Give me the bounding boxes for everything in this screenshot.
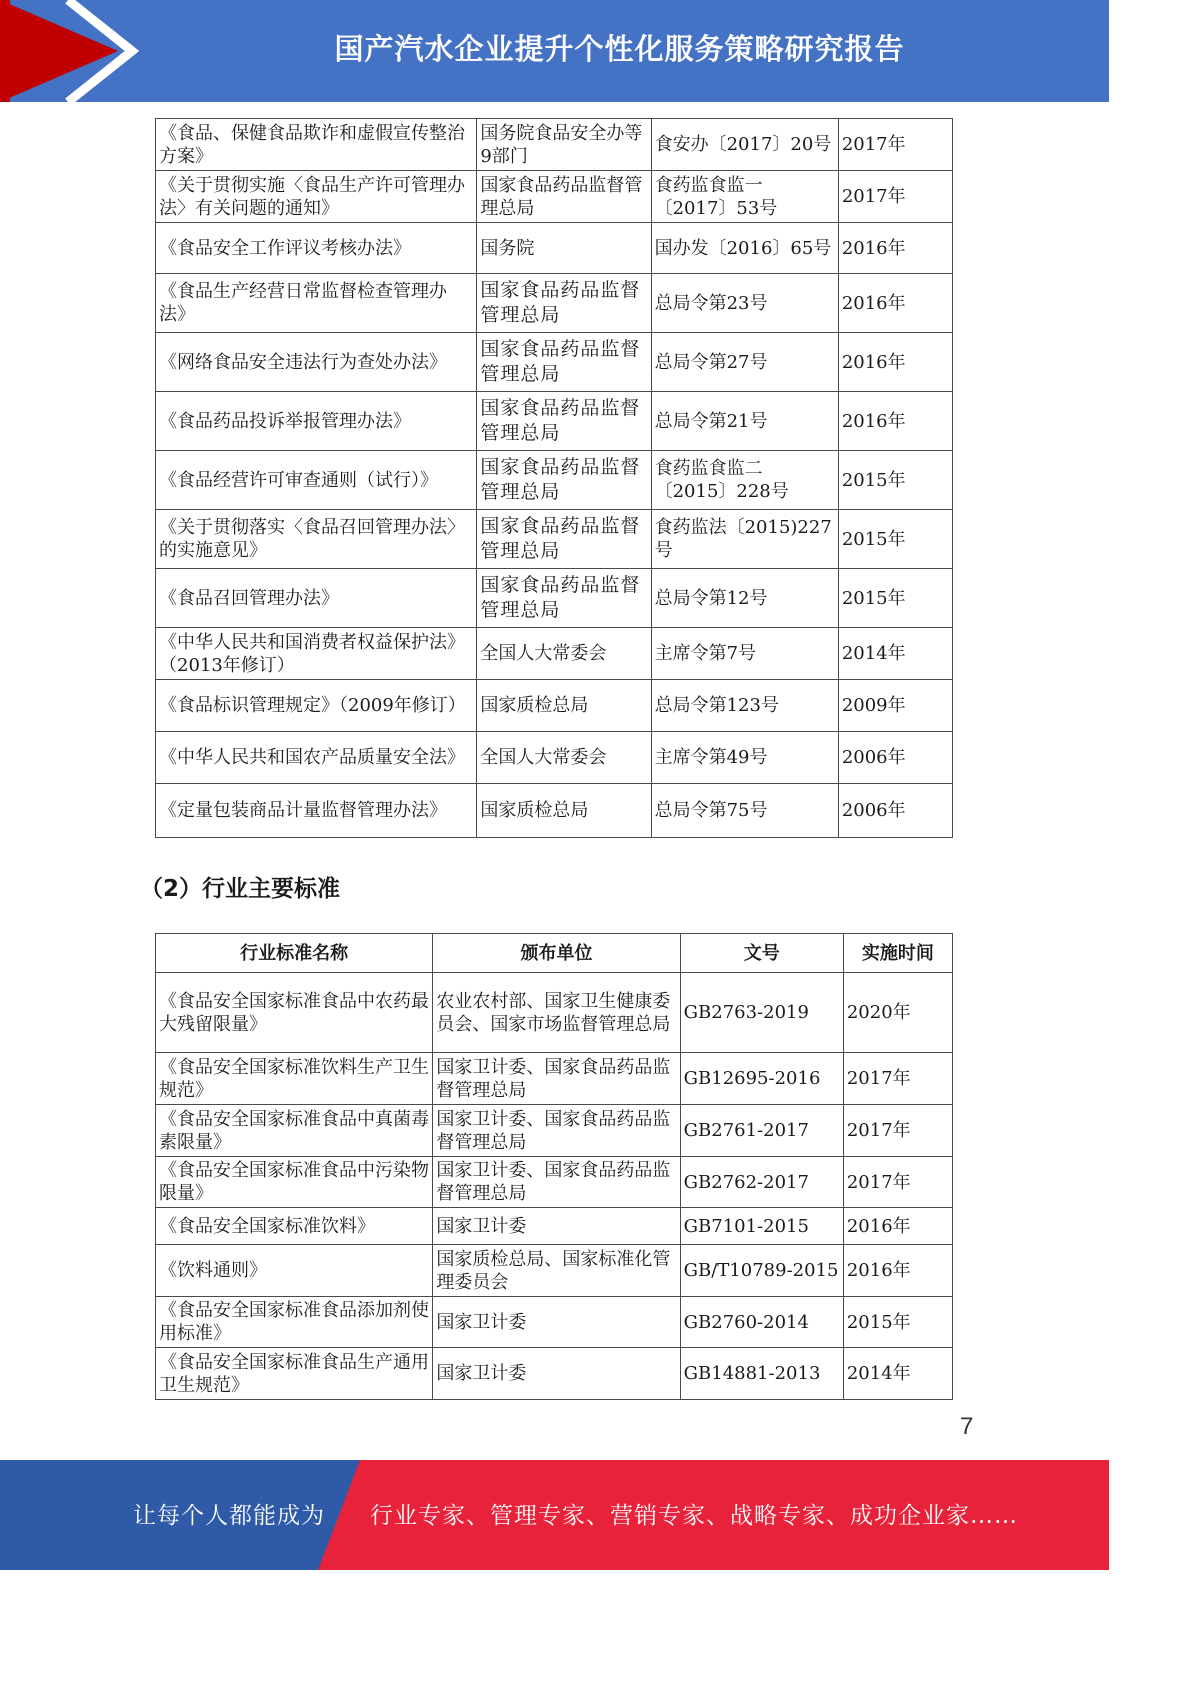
section-heading: （2）行业主要标准 [140, 876, 341, 902]
table-cell: 2016年 [838, 223, 952, 274]
footer-slogan-left: 让每个人都能成为 [133, 1503, 325, 1529]
table-cell: GB2762-2017 [680, 1157, 843, 1208]
table-cell: 主席令第49号 [651, 732, 838, 784]
table-cell: 2015年 [838, 451, 952, 510]
table-cell: 2006年 [838, 732, 952, 784]
table-cell: 2017年 [843, 1105, 952, 1157]
table-row [156, 1105, 953, 1157]
table-cell: 2009年 [838, 680, 952, 732]
table-cell: 《网络食品安全违法行为查处办法》 [156, 333, 477, 392]
table-row [156, 1208, 953, 1245]
table-row [156, 569, 953, 628]
table-cell: 全国人大常委会 [477, 732, 651, 784]
table-cell: 总局令第75号 [651, 784, 838, 838]
table-row [156, 680, 953, 732]
table-cell: 《食品、保健食品欺诈和虚假宣传整治方案》 [156, 119, 477, 171]
table-cell: 国家质检总局、国家标准化管理委员会 [433, 1245, 680, 1297]
table-row [156, 333, 953, 392]
table-cell: 《食品安全国家标准食品添加剂使用标准》 [156, 1297, 433, 1348]
table-cell: 《食品召回管理办法》 [156, 569, 477, 628]
table-cell: 2016年 [843, 1208, 952, 1245]
regulations-table [155, 118, 953, 838]
table-cell: 国家食品药品监督管理总局 [477, 510, 651, 569]
table-cell: 总局令第12号 [651, 569, 838, 628]
table-cell: 2016年 [838, 274, 952, 333]
standards-table [155, 933, 953, 1400]
table-cell: GB12695-2016 [680, 1053, 843, 1105]
table-cell: 《食品生产经营日常监督检查管理办法》 [156, 274, 477, 333]
table-row [156, 732, 953, 784]
table-cell: 食药监法〔2015)227号 [651, 510, 838, 569]
table-row [156, 973, 953, 1053]
table-cell: 国家食品药品监督管理总局 [477, 333, 651, 392]
table-row [156, 223, 953, 274]
table-cell: 国家质检总局 [477, 784, 651, 838]
table-cell: 2017年 [838, 119, 952, 171]
table-cell: 《关于贯彻实施〈食品生产许可管理办法〉有关问题的通知》 [156, 171, 477, 223]
table-cell: 《定量包装商品计量监督管理办法》 [156, 784, 477, 838]
table-cell: 国家食品药品监督管理总局 [477, 451, 651, 510]
footer-banner [0, 1460, 1109, 1570]
table-cell: 国家食品药品监督管理总局 [477, 171, 651, 223]
table-row [156, 1245, 953, 1297]
table-cell: 农业农村部、国家卫生健康委员会、国家市场监督管理总局 [433, 973, 680, 1053]
table-cell: 《饮料通则》 [156, 1245, 433, 1297]
table-cell: 《食品安全国家标准饮料生产卫生规范》 [156, 1053, 433, 1105]
table-cell: 国办发〔2016〕65号 [651, 223, 838, 274]
table-cell: 《中华人民共和国消费者权益保护法》（2013年修订） [156, 628, 477, 680]
table-row [156, 274, 953, 333]
table-cell: 主席令第7号 [651, 628, 838, 680]
table-cell: 2016年 [838, 392, 952, 451]
table-row [156, 510, 953, 569]
table-cell: 《食品药品投诉举报管理办法》 [156, 392, 477, 451]
table-cell: 《食品安全国家标准食品生产通用卫生规范》 [156, 1348, 433, 1400]
table-cell: GB/T10789-2015 [680, 1245, 843, 1297]
table-cell: 总局令第123号 [651, 680, 838, 732]
table-header-row [156, 934, 953, 973]
table-cell: 国家卫计委 [433, 1297, 680, 1348]
table-cell: GB2761-2017 [680, 1105, 843, 1157]
table-cell: 2020年 [843, 973, 952, 1053]
column-header: 行业标准名称 [156, 934, 433, 973]
table-cell: 《食品标识管理规定》（2009年修订） [156, 680, 477, 732]
table-cell: 国家食品药品监督管理总局 [477, 274, 651, 333]
table-cell: 2016年 [843, 1245, 952, 1297]
column-header: 文号 [680, 934, 843, 973]
table-cell: 2015年 [838, 510, 952, 569]
table-cell: 国家食品药品监督管理总局 [477, 569, 651, 628]
table-cell: 《中华人民共和国农产品质量安全法》 [156, 732, 477, 784]
table-cell: 《食品经营许可审查通则（试行）》 [156, 451, 477, 510]
table-row [156, 171, 953, 223]
table-row [156, 451, 953, 510]
table-cell: 《食品安全国家标准食品中真菌毒素限量》 [156, 1105, 433, 1157]
table-cell: 2014年 [843, 1348, 952, 1400]
table-row [156, 628, 953, 680]
table-cell: 2014年 [838, 628, 952, 680]
table-row [156, 1053, 953, 1105]
table-cell: 总局令第23号 [651, 274, 838, 333]
table-cell: 国家卫计委、国家食品药品监督管理总局 [433, 1157, 680, 1208]
table-cell: 国家卫计委、国家食品药品监督管理总局 [433, 1053, 680, 1105]
table-cell: 2015年 [843, 1297, 952, 1348]
table-cell: GB7101-2015 [680, 1208, 843, 1245]
table-cell: 国家质检总局 [477, 680, 651, 732]
table-cell: 2006年 [838, 784, 952, 838]
table-cell: 食安办〔2017〕20号 [651, 119, 838, 171]
table-row [156, 784, 953, 838]
table-cell: GB14881-2013 [680, 1348, 843, 1400]
table-cell: 《关于贯彻落实〈食品召回管理办法〉的实施意见》 [156, 510, 477, 569]
report-title: 国产汽水企业提升个性化服务策略研究报告 [334, 32, 905, 66]
table-cell: 《食品安全工作评议考核办法》 [156, 223, 477, 274]
table-cell: 国家卫计委、国家食品药品监督管理总局 [433, 1105, 680, 1157]
table-cell: 2016年 [838, 333, 952, 392]
column-header: 实施时间 [843, 934, 952, 973]
table-cell: 国家卫计委 [433, 1348, 680, 1400]
table-cell: 总局令第27号 [651, 333, 838, 392]
header-banner [0, 0, 1109, 102]
table-cell: 国务院 [477, 223, 651, 274]
chevron-decoration-icon [62, 0, 142, 102]
table-cell: 2017年 [838, 171, 952, 223]
table-cell: 《食品安全国家标准食品中农药最大残留限量》 [156, 973, 433, 1053]
table-cell: GB2763-2019 [680, 973, 843, 1053]
page-number: 7 [960, 1413, 974, 1440]
table-row [156, 119, 953, 171]
table-cell: GB2760-2014 [680, 1297, 843, 1348]
table-cell: 总局令第21号 [651, 392, 838, 451]
table-row [156, 1157, 953, 1208]
table-row [156, 392, 953, 451]
table-cell: 食药监食监二〔2015〕228号 [651, 451, 838, 510]
table-cell: 2015年 [838, 569, 952, 628]
table-cell: 国务院食品安全办等9部门 [477, 119, 651, 171]
table-cell: 《食品安全国家标准食品中污染物限量》 [156, 1157, 433, 1208]
table-cell: 《食品安全国家标准饮料》 [156, 1208, 433, 1245]
table-cell: 2017年 [843, 1157, 952, 1208]
table-row [156, 1348, 953, 1400]
table-cell: 食药监食监一〔2017〕53号 [651, 171, 838, 223]
footer-slogan-right: 行业专家、管理专家、营销专家、战略专家、成功企业家…… [370, 1503, 1018, 1529]
table-row [156, 1297, 953, 1348]
table-cell: 全国人大常委会 [477, 628, 651, 680]
table-cell: 国家卫计委 [433, 1208, 680, 1245]
table-cell: 国家食品药品监督管理总局 [477, 392, 651, 451]
table-cell: 2017年 [843, 1053, 952, 1105]
column-header: 颁布单位 [433, 934, 680, 973]
